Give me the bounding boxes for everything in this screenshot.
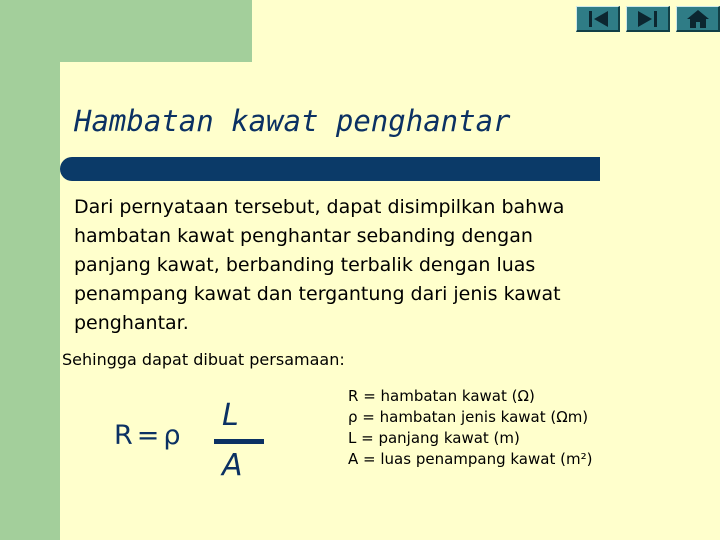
- formula-lhs: R=ρ: [114, 420, 185, 451]
- legend-item: R = hambatan kawat (Ω): [348, 387, 535, 405]
- paragraph-line: penampang kawat dan tergantung dari jenis kawat: [74, 283, 561, 305]
- paragraph-line: penghantar.: [74, 312, 189, 334]
- home-icon: [684, 9, 712, 29]
- legend-item: A = luas penampang kawat (m²): [348, 450, 593, 468]
- explanation-paragraph: [74, 193, 674, 338]
- skip-to-end-icon: [634, 10, 662, 28]
- title-underline-bar: [60, 157, 600, 181]
- paragraph-line: hambatan kawat penghantar sebanding dengan: [74, 225, 533, 247]
- variable-legend: [348, 386, 592, 470]
- paragraph-line: panjang kawat, berbanding terbalik dengan luas: [74, 254, 536, 276]
- left-band-decoration: [0, 0, 60, 540]
- equation-intro: Sehingga dapat dibuat persamaan:: [62, 350, 345, 369]
- first-slide-button[interactable]: [576, 6, 620, 32]
- last-slide-button[interactable]: [626, 6, 670, 32]
- skip-to-start-icon: [584, 10, 612, 28]
- slide-title: Hambatan kawat penghantar: [74, 104, 511, 138]
- legend-item: L = panjang kawat (m): [348, 429, 520, 447]
- paragraph-line: Dari pernyataan tersebut, dapat disimpilkan bahwa: [74, 196, 565, 218]
- fraction-bar: [214, 439, 264, 444]
- formula-numerator: L: [222, 398, 239, 433]
- legend-item: ρ = hambatan jenis kawat (Ωm): [348, 408, 589, 426]
- formula-denominator: A: [222, 448, 243, 483]
- home-button[interactable]: [676, 6, 720, 32]
